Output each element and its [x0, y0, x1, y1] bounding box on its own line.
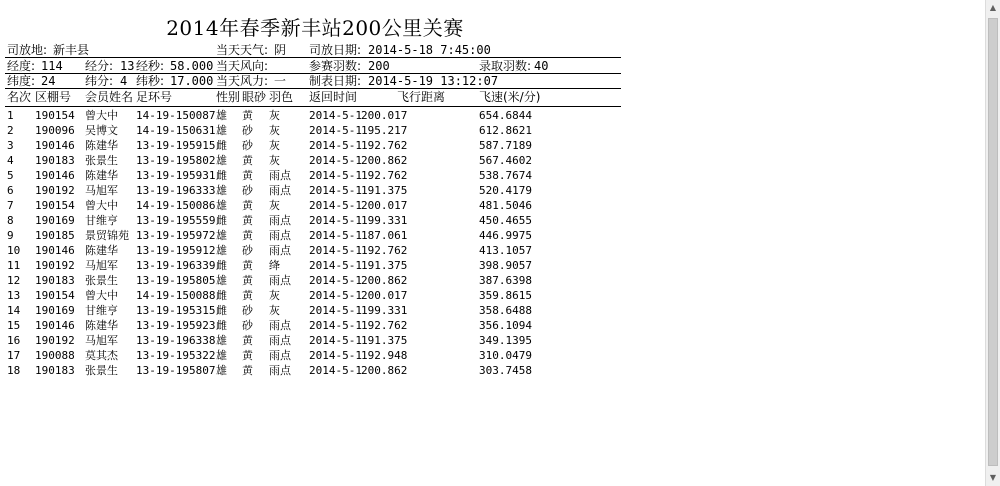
cell-member: 马旭军 — [85, 259, 118, 272]
cell-ring: 13-19-195972 — [136, 229, 216, 242]
cell-distance: 191.375 — [361, 334, 408, 347]
table-row — [5, 243, 621, 258]
cell-distance: 187.061 — [361, 229, 408, 242]
cell-member: 甘维亨 — [85, 214, 118, 227]
cell-distance: 200.862 — [361, 364, 408, 377]
col-header-eye: 眼砂 — [242, 90, 267, 104]
cell-speed: 310.0479 — [479, 349, 532, 362]
cell-ring: 13-19-196333 — [136, 184, 216, 197]
scrollbar-thumb[interactable] — [988, 18, 998, 466]
cell-return-time: 2014-5-1 — [309, 364, 362, 377]
cell-sex: 雄 — [216, 184, 227, 197]
cell-rank: 16 — [7, 334, 21, 347]
info-row-latitude — [5, 73, 621, 89]
col-header-loft-id: 区棚号 — [35, 90, 72, 104]
cell-eye: 黄 — [242, 169, 253, 182]
cell-distance: 195.217 — [361, 124, 408, 137]
cell-return-time: 2014-5-1 — [309, 304, 362, 317]
cell-speed: 303.7458 — [479, 364, 532, 377]
cell-rank: 14 — [7, 304, 21, 317]
cell-return-time: 2014-5-1 — [309, 349, 362, 362]
cell-distance: 200.862 — [361, 154, 408, 167]
cell-return-time: 2014-5-1 — [309, 139, 362, 152]
lat-second-value: 17.000 — [170, 74, 214, 88]
latitude-label: 纬度: — [7, 74, 36, 88]
cell-loft-id: 190183 — [35, 274, 75, 287]
cell-return-time: 2014-5-1 — [309, 169, 362, 182]
cell-color: 灰 — [269, 199, 280, 212]
cell-color: 灰 — [269, 109, 280, 122]
table-row — [5, 213, 621, 228]
cell-rank: 10 — [7, 244, 21, 257]
cell-ring: 13-19-196338 — [136, 334, 216, 347]
entries-label: 参赛羽数: — [309, 59, 362, 73]
cell-loft-id: 190185 — [35, 229, 75, 242]
col-header-member: 会员姓名 — [85, 90, 134, 104]
cell-sex: 雄 — [216, 274, 227, 287]
cell-speed: 654.6844 — [479, 109, 532, 122]
cell-rank: 15 — [7, 319, 21, 332]
cell-loft-id: 190154 — [35, 289, 75, 302]
wind-force-value: 一 — [274, 74, 287, 88]
cell-speed: 358.6488 — [479, 304, 532, 317]
cell-distance: 192.762 — [361, 139, 408, 152]
cell-eye: 黄 — [242, 214, 253, 227]
cell-color: 雨点 — [269, 244, 291, 257]
cell-eye: 黄 — [242, 109, 253, 122]
results-table-body — [5, 108, 621, 378]
cell-color: 灰 — [269, 289, 280, 302]
cell-eye: 砂 — [242, 319, 253, 332]
cell-color: 雨点 — [269, 214, 291, 227]
cell-color: 雨点 — [269, 319, 291, 332]
col-header-rank: 名次 — [7, 90, 32, 104]
info-row-longitude — [5, 58, 621, 74]
cell-speed: 538.7674 — [479, 169, 532, 182]
release-place-label: 司放地: — [7, 43, 48, 57]
cell-member: 陈建华 — [85, 244, 118, 257]
cell-ring: 14-19-150631 — [136, 124, 216, 137]
cell-loft-id: 190183 — [35, 154, 75, 167]
lat-second-label: 纬秒: — [136, 74, 165, 88]
cell-sex: 雄 — [216, 229, 227, 242]
col-header-return-time: 返回时间 — [309, 90, 358, 104]
cell-loft-id: 190088 — [35, 349, 75, 362]
info-row-release — [5, 42, 621, 58]
cell-color: 雨点 — [269, 274, 291, 287]
longitude-label: 经度: — [7, 59, 36, 73]
cell-sex: 雄 — [216, 364, 227, 377]
cell-speed: 450.4655 — [479, 214, 532, 227]
cell-member: 陈建华 — [85, 319, 118, 332]
cell-speed: 356.1094 — [479, 319, 532, 332]
cell-rank: 7 — [7, 199, 14, 212]
cell-rank: 9 — [7, 229, 14, 242]
made-date-value: 2014-5-19 13:12:07 — [368, 74, 499, 88]
table-row — [5, 168, 621, 183]
cell-color: 灰 — [269, 304, 280, 317]
cell-return-time: 2014-5-1 — [309, 154, 362, 167]
cell-color: 雨点 — [269, 334, 291, 347]
cell-sex: 雄 — [216, 349, 227, 362]
cell-member: 曾大中 — [85, 289, 118, 302]
table-row — [5, 333, 621, 348]
cell-loft-id: 190154 — [35, 109, 75, 122]
table-row — [5, 108, 621, 123]
cell-ring: 13-19-195931 — [136, 169, 216, 182]
cell-sex: 雄 — [216, 154, 227, 167]
cell-ring: 13-19-195315 — [136, 304, 216, 317]
cell-sex: 雌 — [216, 289, 227, 302]
cell-distance: 199.331 — [361, 304, 408, 317]
cell-eye: 黄 — [242, 334, 253, 347]
cell-eye: 黄 — [242, 364, 253, 377]
cell-return-time: 2014-5-1 — [309, 229, 362, 242]
cell-loft-id: 190192 — [35, 334, 75, 347]
cell-return-time: 2014-5-1 — [309, 274, 362, 287]
cell-color: 雨点 — [269, 184, 291, 197]
cell-loft-id: 190169 — [35, 304, 75, 317]
divider-line — [5, 106, 621, 107]
cell-distance: 191.375 — [361, 184, 408, 197]
cell-sex: 雌 — [216, 214, 227, 227]
lat-minute-label: 纬分: — [85, 74, 114, 88]
cell-member: 吴博文 — [85, 124, 118, 137]
cell-ring: 13-19-195807 — [136, 364, 216, 377]
cell-rank: 3 — [7, 139, 14, 152]
cell-speed: 612.8621 — [479, 124, 532, 137]
cell-color: 灰 — [269, 139, 280, 152]
cell-member: 张景生 — [85, 274, 118, 287]
latitude-value: 24 — [41, 74, 56, 88]
longitude-value: 114 — [41, 59, 63, 73]
col-header-distance: 飞行距离 — [397, 90, 446, 104]
table-row — [5, 153, 621, 168]
cell-distance: 192.762 — [361, 244, 408, 257]
cell-loft-id: 190169 — [35, 214, 75, 227]
cell-distance: 199.331 — [361, 214, 408, 227]
made-date-label: 制表日期: — [309, 74, 362, 88]
cell-return-time: 2014-5-1 — [309, 259, 362, 272]
cell-distance: 192.762 — [361, 169, 408, 182]
cell-speed: 398.9057 — [479, 259, 532, 272]
cell-sex: 雄 — [216, 124, 227, 137]
cell-sex: 雄 — [216, 109, 227, 122]
cell-eye: 砂 — [242, 244, 253, 257]
cell-ring: 13-19-195912 — [136, 244, 216, 257]
cell-color: 雨点 — [269, 364, 291, 377]
cell-eye: 黄 — [242, 289, 253, 302]
table-row — [5, 348, 621, 363]
lat-minute-value: 4 — [120, 74, 128, 88]
cell-color: 雨点 — [269, 349, 291, 362]
release-date-value: 2014-5-18 7:45:00 — [368, 43, 491, 57]
table-row — [5, 183, 621, 198]
table-row — [5, 138, 621, 153]
cell-ring: 13-19-196339 — [136, 259, 216, 272]
cell-member: 马旭军 — [85, 184, 118, 197]
cell-speed: 349.1395 — [479, 334, 532, 347]
cell-loft-id: 190146 — [35, 244, 75, 257]
cell-member: 莫其杰 — [85, 349, 118, 362]
cell-rank: 11 — [7, 259, 21, 272]
cell-return-time: 2014-5-1 — [309, 124, 362, 137]
table-row — [5, 123, 621, 138]
cell-color: 绛 — [269, 259, 280, 272]
scroll-up-arrow-icon[interactable]: ▲ — [986, 0, 1000, 16]
cell-speed: 387.6398 — [479, 274, 532, 287]
cell-sex: 雄 — [216, 334, 227, 347]
cell-rank: 1 — [7, 109, 14, 122]
table-row — [5, 198, 621, 213]
cell-rank: 5 — [7, 169, 14, 182]
col-header-color: 羽色 — [269, 90, 294, 104]
cell-distance: 200.017 — [361, 289, 408, 302]
cell-loft-id: 190096 — [35, 124, 75, 137]
cell-loft-id: 190183 — [35, 364, 75, 377]
cell-ring: 13-19-195559 — [136, 214, 216, 227]
cell-distance: 192.948 — [361, 349, 408, 362]
cell-ring: 13-19-195322 — [136, 349, 216, 362]
cell-rank: 17 — [7, 349, 21, 362]
cell-ring: 14-19-150087 — [136, 109, 216, 122]
lon-second-label: 经秒: — [136, 59, 165, 73]
cell-distance: 192.762 — [361, 319, 408, 332]
entries-value: 200 — [368, 59, 390, 73]
cell-eye: 砂 — [242, 184, 253, 197]
cell-member: 甘维亨 — [85, 304, 118, 317]
cell-eye: 砂 — [242, 139, 253, 152]
cell-member: 曾大中 — [85, 109, 118, 122]
cell-rank: 2 — [7, 124, 14, 137]
col-header-sex: 性别 — [216, 90, 241, 104]
cell-distance: 200.862 — [361, 274, 408, 287]
weather-value: 阴 — [274, 43, 287, 57]
table-row — [5, 363, 621, 378]
table-row — [5, 228, 621, 243]
awarded-value: 40 — [534, 59, 549, 73]
table-row — [5, 318, 621, 333]
cell-speed: 413.1057 — [479, 244, 532, 257]
cell-speed: 481.5046 — [479, 199, 532, 212]
cell-speed: 567.4602 — [479, 154, 532, 167]
cell-distance: 200.017 — [361, 109, 408, 122]
scroll-down-arrow-icon[interactable]: ▼ — [986, 470, 1000, 486]
lon-second-value: 58.000 — [170, 59, 214, 73]
cell-loft-id: 190192 — [35, 184, 75, 197]
cell-ring: 13-19-195805 — [136, 274, 216, 287]
cell-return-time: 2014-5-1 — [309, 244, 362, 257]
cell-loft-id: 190146 — [35, 139, 75, 152]
col-header-speed: 飞速(米/分) — [479, 90, 541, 104]
wind-force-label: 当天风力: — [216, 74, 269, 88]
cell-eye: 黄 — [242, 349, 253, 362]
table-row — [5, 273, 621, 288]
cell-ring: 14-19-150086 — [136, 199, 216, 212]
cell-color: 雨点 — [269, 229, 291, 242]
col-header-ring: 足环号 — [136, 90, 173, 104]
cell-loft-id: 190154 — [35, 199, 75, 212]
cell-member: 张景生 — [85, 154, 118, 167]
cell-loft-id: 190146 — [35, 319, 75, 332]
cell-ring: 14-19-150088 — [136, 289, 216, 302]
cell-color: 雨点 — [269, 169, 291, 182]
lon-minute-label: 经分: — [85, 59, 114, 73]
table-row — [5, 303, 621, 318]
cell-loft-id: 190192 — [35, 259, 75, 272]
cell-sex: 雌 — [216, 139, 227, 152]
cell-sex: 雌 — [216, 319, 227, 332]
cell-member: 马旭军 — [85, 334, 118, 347]
cell-return-time: 2014-5-1 — [309, 109, 362, 122]
cell-eye: 黄 — [242, 154, 253, 167]
cell-distance: 191.375 — [361, 259, 408, 272]
cell-eye: 黄 — [242, 199, 253, 212]
lon-minute-value: 13 — [120, 59, 135, 73]
cell-distance: 200.017 — [361, 199, 408, 212]
cell-return-time: 2014-5-1 — [309, 184, 362, 197]
cell-sex: 雌 — [216, 304, 227, 317]
release-place-value: 新丰县 — [53, 43, 90, 57]
cell-eye: 黄 — [242, 259, 253, 272]
cell-sex: 雌 — [216, 169, 227, 182]
cell-loft-id: 190146 — [35, 169, 75, 182]
cell-speed: 359.8615 — [479, 289, 532, 302]
cell-sex: 雌 — [216, 259, 227, 272]
cell-speed: 446.9975 — [479, 229, 532, 242]
cell-return-time: 2014-5-1 — [309, 199, 362, 212]
cell-member: 陈建华 — [85, 139, 118, 152]
cell-color: 灰 — [269, 154, 280, 167]
cell-eye: 黄 — [242, 274, 253, 287]
cell-return-time: 2014-5-1 — [309, 334, 362, 347]
cell-speed: 587.7189 — [479, 139, 532, 152]
cell-speed: 520.4179 — [479, 184, 532, 197]
weather-label: 当天天气: — [216, 43, 269, 57]
cell-ring: 13-19-195915 — [136, 139, 216, 152]
cell-rank: 12 — [7, 274, 21, 287]
cell-member: 曾大中 — [85, 199, 118, 212]
cell-eye: 砂 — [242, 124, 253, 137]
cell-rank: 13 — [7, 289, 21, 302]
cell-return-time: 2014-5-1 — [309, 214, 362, 227]
cell-rank: 8 — [7, 214, 14, 227]
cell-return-time: 2014-5-1 — [309, 319, 362, 332]
table-header — [5, 89, 621, 105]
release-date-label: 司放日期: — [309, 43, 362, 57]
cell-sex: 雄 — [216, 199, 227, 212]
cell-color: 灰 — [269, 124, 280, 137]
report-title: 2014年春季新丰站200公里关赛 — [166, 16, 464, 40]
table-row — [5, 258, 621, 273]
cell-member: 张景生 — [85, 364, 118, 377]
cell-member: 景贸锦苑 — [85, 229, 129, 242]
cell-rank: 6 — [7, 184, 14, 197]
cell-member: 陈建华 — [85, 169, 118, 182]
table-row — [5, 288, 621, 303]
cell-eye: 砂 — [242, 304, 253, 317]
wind-direction-label: 当天风向: — [216, 59, 269, 73]
vertical-scrollbar[interactable] — [985, 0, 1000, 486]
cell-rank: 18 — [7, 364, 21, 377]
cell-ring: 13-19-195802 — [136, 154, 216, 167]
cell-rank: 4 — [7, 154, 14, 167]
cell-return-time: 2014-5-1 — [309, 289, 362, 302]
cell-ring: 13-19-195923 — [136, 319, 216, 332]
awarded-label: 录取羽数: — [479, 59, 532, 73]
cell-sex: 雄 — [216, 244, 227, 257]
cell-eye: 黄 — [242, 229, 253, 242]
